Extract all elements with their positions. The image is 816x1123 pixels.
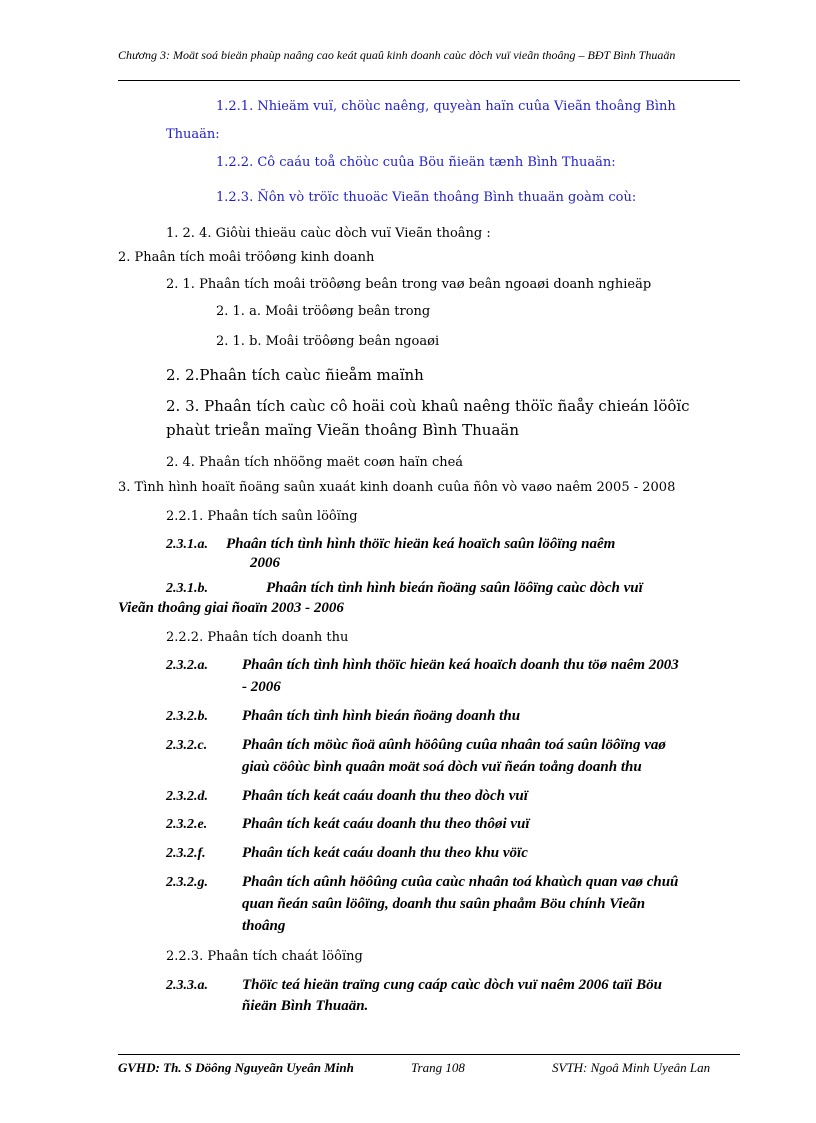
toc-num-2-3-2-a: 2.3.2.a. xyxy=(166,658,208,673)
toc-2-3-2-g-cont: quan ñeán saûn löôïng, doanh thu saûn phaåm Böu chính Vieãn xyxy=(242,896,646,912)
toc-2-3-2-e: Phaân tích keát caáu doanh thu theo thôøi vuï xyxy=(242,816,530,832)
toc-2-2-3: 2.2.3. Phaân tích chaát löôïng xyxy=(166,949,363,964)
toc-2-1-b: 2. 1. b. Moâi tröôøng beân ngoaøi xyxy=(216,334,440,349)
toc-2-1: 2. 1. Phaân tích moâi tröôøng beân trong vaø beân ngoaøi doanh nghieäp xyxy=(166,277,652,292)
footer-student: SVTH: Ngoâ Minh Uyeân Lan xyxy=(552,1060,711,1075)
toc-2-3-2-c: Phaân tích möùc ñoä aûnh höôûng cuûa nhaân toá saûn löôïng vaø xyxy=(242,737,666,753)
toc-1-2-1: 1.2.1. Nhieäm vuï, chöùc naêng, quyeàn haïn cuûa Vieãn thoâng Bình xyxy=(216,99,676,114)
toc-2: 2. Phaân tích moâi tröôøng kinh doanh xyxy=(118,250,375,265)
toc-num-2-3-1-a: 2.3.1.a. xyxy=(166,537,208,552)
toc-2-3-1-b: Phaân tích tình hình bieán ñoäng saûn löôïng caùc dòch vuï xyxy=(266,580,643,596)
toc-1-2-2: 1.2.2. Cô caáu toå chöùc cuûa Böu ñieän tænh Bình Thuaän: xyxy=(216,155,616,170)
toc-2-3-2-b: Phaân tích tình hình bieán ñoäng doanh thu xyxy=(242,708,521,724)
toc-1-2-3: 1.2.3. Ñôn vò tröïc thuoäc Vieãn thoâng Bình thuaän goàm coù: xyxy=(216,190,637,205)
header-divider xyxy=(118,80,740,81)
toc-num-2-3-2-e: 2.3.2.e. xyxy=(166,817,208,832)
toc-num-2-3-2-d: 2.3.2.d. xyxy=(166,789,208,804)
toc-2-3-2-d: Phaân tích keát caáu doanh thu theo dòch vuï xyxy=(242,788,528,804)
toc-2-2: 2. 2.Phaân tích caùc ñieåm maïnh xyxy=(166,366,424,384)
toc-2-3-2-c-cont: giaù cöôùc bình quaân moät soá dòch vuï ñeán toång doanh thu xyxy=(242,759,642,775)
toc-2-4: 2. 4. Phaân tích nhöõng maët coøn haïn cheá xyxy=(166,455,464,470)
toc-2-3-2-a-cont: - 2006 xyxy=(242,679,281,695)
toc-2-3-2-a: Phaân tích tình hình thöïc hieän keá hoaïch doanh thu töø naêm 2003 xyxy=(242,657,679,673)
toc-3: 3. Tình hình hoaït ñoäng saûn xuaát kinh doanh cuûa ñôn vò vaøo naêm 2005 - 2008 xyxy=(118,480,676,495)
toc-2-3-2-g: Phaân tích aûnh höôûng cuûa caùc nhaân toá khaùch quan vaø chuû xyxy=(242,874,679,890)
toc-1-2-1-cont: Thuaän: xyxy=(166,127,220,142)
toc-2-2-2: 2.2.2. Phaân tích doanh thu xyxy=(166,630,349,645)
toc-num-2-3-3-a: 2.3.3.a. xyxy=(166,978,208,993)
toc-num-2-3-2-c: 2.3.2.c. xyxy=(166,738,208,753)
toc-2-3-1-a-cont: 2006 xyxy=(250,555,280,571)
toc-1-2-4: 1. 2. 4. Giôùi thieäu caùc dòch vuï Vieãn thoâng : xyxy=(166,226,491,241)
page-header: Chương 3: Moät soá bieän phaùp naâng cao keát quaû kinh doanh caùc dòch vuï vieãn thoâng – BĐT Bình Thuaän xyxy=(118,48,676,62)
toc-2-2-1: 2.2.1. Phaân tích saûn löôïng xyxy=(166,509,358,524)
toc-2-1-a: 2. 1. a. Moâi tröôøng beân trong xyxy=(216,304,431,319)
toc-2-3-1-b-cont: Vieãn thoâng giai ñoaïn 2003 - 2006 xyxy=(118,600,344,616)
toc-2-3-3-a-cont: ñieän Bình Thuaän. xyxy=(242,998,369,1014)
toc-2-3-cont: phaùt trieån maïng Vieãn thoâng Bình Thuaän xyxy=(166,421,519,439)
page-number: Trang 108 xyxy=(411,1060,465,1075)
footer-divider xyxy=(118,1054,740,1055)
toc-num-2-3-2-b: 2.3.2.b. xyxy=(166,709,208,724)
toc-num-2-3-2-g: 2.3.2.g. xyxy=(166,875,208,890)
footer-advisor: GVHD: Th. S Döông Nguyeãn Uyeân Minh xyxy=(118,1060,354,1075)
toc-num-2-3-2-f: 2.3.2.f. xyxy=(166,846,206,861)
toc-2-3: 2. 3. Phaân tích caùc cô hoäi coù khaû naêng thöïc ñaåy chieán löôïc xyxy=(166,397,690,415)
toc-2-3-1-a: Phaân tích tình hình thöïc hieän keá hoaïch saûn löôïng naêm xyxy=(226,536,616,552)
toc-2-3-2-g-cont2: thoâng xyxy=(242,918,286,934)
toc-num-2-3-1-b: 2.3.1.b. xyxy=(166,581,208,596)
toc-2-3-2-f: Phaân tích keát caáu doanh thu theo khu vöïc xyxy=(242,845,528,861)
toc-2-3-3-a: Thöïc teá hieän traïng cung caáp caùc dòch vuï naêm 2006 taïi Böu xyxy=(242,977,663,993)
